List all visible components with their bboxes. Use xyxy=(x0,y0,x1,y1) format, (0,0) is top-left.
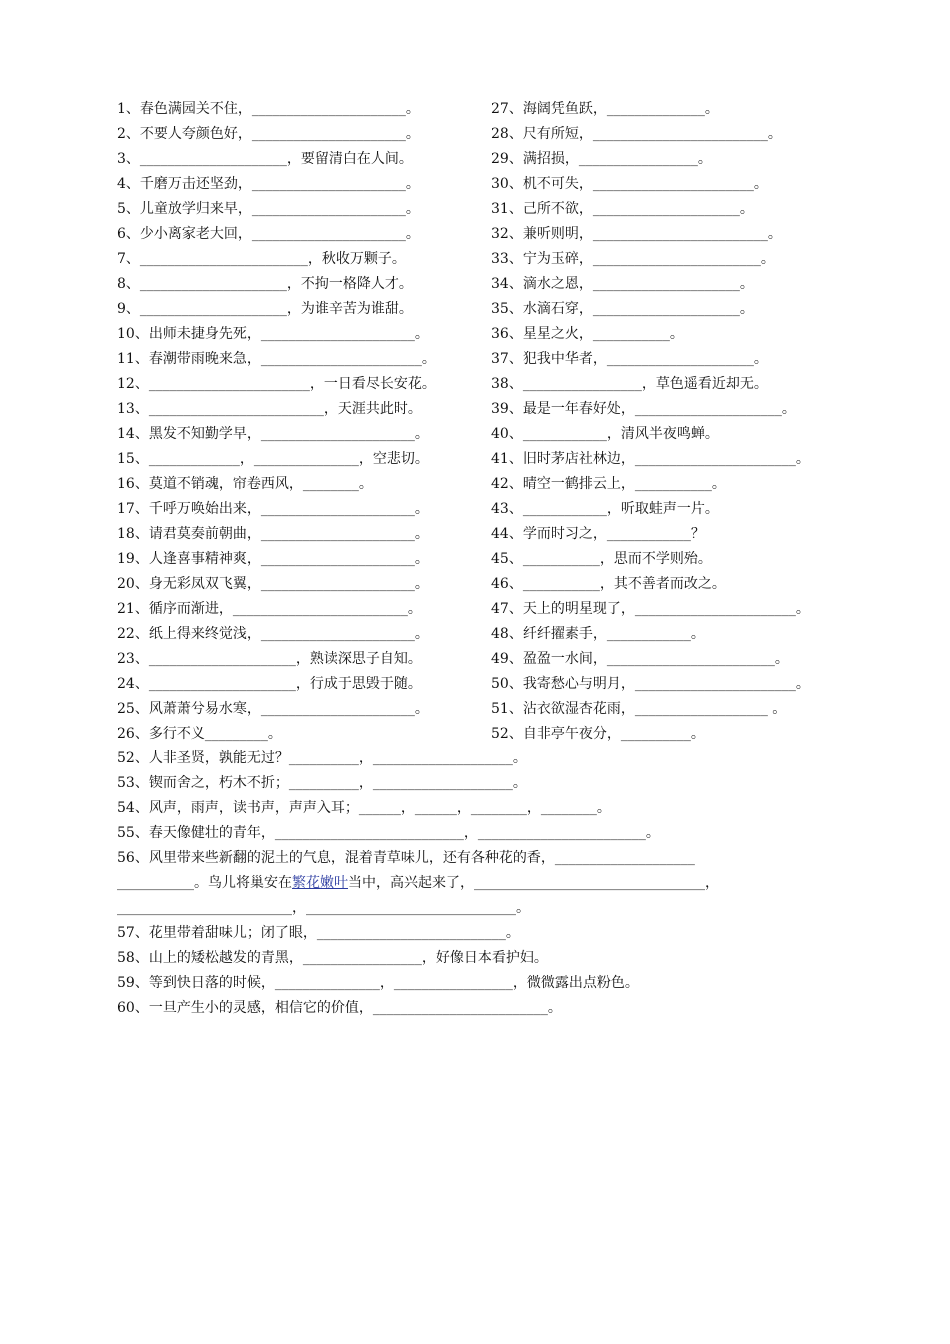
left-column-question: 11、春潮带雨晚来急，_______________________。 xyxy=(117,351,436,367)
right-column-question: 48、纤纤擢素手，____________。 xyxy=(491,626,705,642)
question-56-line-2 xyxy=(117,874,719,892)
left-column-question: 13、_________________________，天涯共此时。 xyxy=(117,401,422,417)
left-column-question: 1、春色满园关不住，______________________。 xyxy=(117,101,420,117)
right-column-question: 49、盈盈一水间，________________________。 xyxy=(491,651,789,667)
question-56-line-2-end: 当中，高兴起来了，_________________________________， xyxy=(348,875,719,891)
right-column-question: 40、____________，清风半夜鸣蝉。 xyxy=(491,426,719,442)
question-58: 58、山上的矮松越发的青黑，_________________，好像日本看护妇。 xyxy=(117,950,548,966)
left-column-question: 5、儿童放学归来早，______________________。 xyxy=(117,201,420,217)
left-column-question: 9、_____________________，为谁辛苦为谁甜。 xyxy=(117,301,413,317)
right-column-question: 41、旧时茅店社林边，_______________________。 xyxy=(491,451,810,467)
left-column-question: 24、_____________________，行成于思毁于随。 xyxy=(117,676,422,692)
left-column-question: 2、不要人夸颜色好，______________________。 xyxy=(117,126,420,142)
flower-leaves-link[interactable]: 繁花嫩叶 xyxy=(292,875,348,891)
right-column-question: 30、机不可失，_______________________。 xyxy=(491,176,768,192)
right-column-question: 52、自非亭午夜分，__________。 xyxy=(491,726,705,742)
right-column-question: 39、最是一年春好处，_____________________。 xyxy=(491,401,796,417)
left-column-question: 19、人逢喜事精神爽，______________________。 xyxy=(117,551,429,567)
left-column-question: 6、少小离家老大回，______________________。 xyxy=(117,226,420,242)
right-column-question: 36、星星之火，___________。 xyxy=(491,326,684,342)
right-column-question: 50、我寄愁心与明月，_______________________。 xyxy=(491,676,810,692)
question-56-line-3: _________________________，______________________________。 xyxy=(117,900,530,916)
question-57: 57、花里带着甜味儿；闭了眼，___________________________。 xyxy=(117,925,520,941)
left-column-question: 8、_____________________，不拘一格降人才。 xyxy=(117,276,413,292)
left-column-question: 17、千呼万唤始出来，______________________。 xyxy=(117,501,429,517)
right-column-question: 33、宁为玉碎，________________________。 xyxy=(491,251,775,267)
left-column-question: 3、_____________________，要留清白在人间。 xyxy=(117,151,413,167)
right-column-question: 46、___________，其不善者而改之。 xyxy=(491,576,726,592)
left-column-question: 15、_____________，_______________，空悲切。 xyxy=(117,451,429,467)
right-column-question: 32、兼听则明，_________________________。 xyxy=(491,226,782,242)
question-56-line-2-start: ___________。鸟儿将巢安在 xyxy=(117,875,292,891)
question-60: 60、一旦产生小的灵感，相信它的价值，_________________________。 xyxy=(117,1000,562,1016)
right-column-question: 47、天上的明星现了，_______________________。 xyxy=(491,601,810,617)
left-column-question: 23、_____________________，熟读深思子自知。 xyxy=(117,651,422,667)
right-column-question: 27、海阔凭鱼跃，______________。 xyxy=(491,101,719,117)
left-column-question: 14、黑发不知勤学早，______________________。 xyxy=(117,426,429,442)
right-column-question: 45、___________，思而不学则殆。 xyxy=(491,551,712,567)
right-column-question: 35、水滴石穿，_____________________。 xyxy=(491,301,754,317)
right-column-question: 37、犯我中华者，_____________________。 xyxy=(491,351,768,367)
question-52-proverb: 52、人非圣贤，孰能无过？__________，____________________。 xyxy=(117,750,527,766)
left-column-question: 21、循序而渐进，_________________________。 xyxy=(117,601,422,617)
right-column-question: 42、晴空一鹤排云上，___________。 xyxy=(491,476,726,492)
question-54: 54、风声，雨声，读书声，声声入耳；______，______，________，________。 xyxy=(117,800,611,816)
left-column-question: 4、千磨万击还坚劲，______________________。 xyxy=(117,176,420,192)
left-column-question: 7、________________________，秋收万颗子。 xyxy=(117,251,406,267)
left-column-question: 18、请君莫奏前朝曲，______________________。 xyxy=(117,526,429,542)
left-column-question: 26、多行不义_________。 xyxy=(117,726,282,742)
question-59: 59、等到快日落的时候，_______________，_________________，微微露出点粉色。 xyxy=(117,975,639,991)
left-column-question: 25、风萧萧兮易水寒，______________________。 xyxy=(117,701,429,717)
right-column-question: 28、尺有所短，_________________________。 xyxy=(491,126,782,142)
right-column-question: 44、学而时习之，____________？ xyxy=(491,526,705,542)
right-column-question: 31、己所不欲，_____________________。 xyxy=(491,201,754,217)
right-column-question: 38、_________________，草色遥看近却无。 xyxy=(491,376,768,392)
right-column-question: 51、沾衣欲湿杏花雨，___________________ 。 xyxy=(491,701,787,717)
question-56-line-1: 56、风里带来些新翻的泥土的气息，混着青草味儿，还有各种花的香，____________________ xyxy=(117,850,695,866)
question-55: 55、春天像健壮的青年，___________________________，________________________。 xyxy=(117,825,660,841)
right-column-question: 34、滴水之恩，_____________________。 xyxy=(491,276,754,292)
right-column-question: 29、满招损，_________________。 xyxy=(491,151,712,167)
left-column-question: 12、_______________________，一日看尽长安花。 xyxy=(117,376,436,392)
left-column-question: 16、莫道不销魂，帘卷西风，________。 xyxy=(117,476,373,492)
right-column-question: 43、____________，听取蛙声一片。 xyxy=(491,501,719,517)
question-53: 53、锲而舍之，朽木不折；__________，____________________。 xyxy=(117,775,527,791)
left-column-question: 10、出师未捷身先死，______________________。 xyxy=(117,326,429,342)
left-column-question: 22、纸上得来终觉浅，______________________。 xyxy=(117,626,429,642)
left-column-question: 20、身无彩凤双飞翼，______________________。 xyxy=(117,576,429,592)
